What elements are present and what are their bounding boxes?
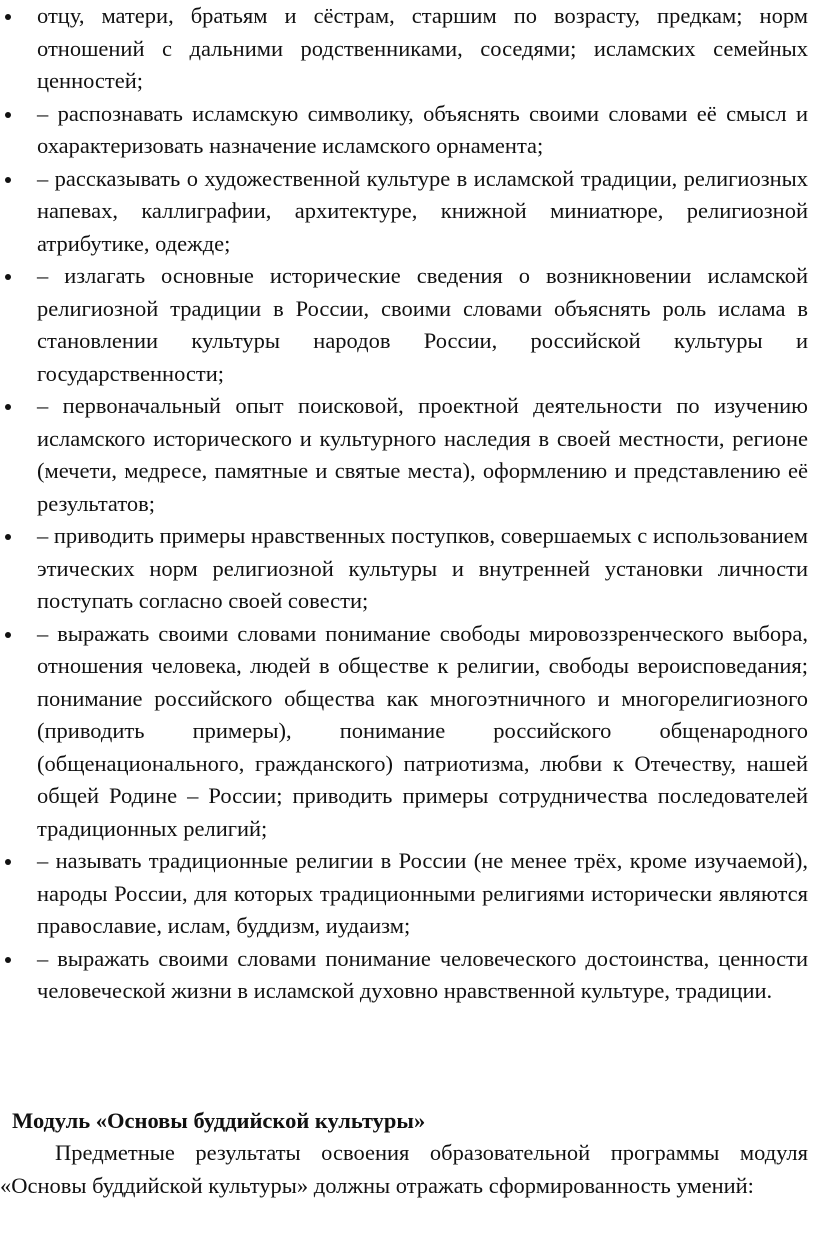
list-item (0, 0, 816, 98)
list-item (0, 260, 816, 390)
module-paragraph: Предметные результаты освоения образовательной программы модуля «Основы буддийской культуры» должны отражать сформированность умений: (0, 1140, 808, 1198)
list-item-text: – излагать основные исторические сведения о возникновении исламской религиозной традиции в России, своими словами объяснять роль ислама в становлении культуры народов России, российской культуры и государственности; (37, 263, 808, 386)
module-heading: Модуль «Основы буддийской культуры» (12, 1108, 426, 1133)
list-item-text: – первоначальный опыт поисковой, проектной деятельности по изучению исламского исторического и культурного наследия в своей местности, регионе (мечети, медресе, памятные и святые места), оформлению и представлению её результатов; (37, 393, 808, 516)
bullet-icon (5, 632, 11, 638)
list-item-text: – выражать своими словами понимание человеческого достоинства, ценности человеческой жизни в исламской духовно нравственной культуре, традиции. (37, 945, 808, 1003)
list-item (0, 845, 816, 943)
list-item-text: – называть традиционные религии в России (не менее трёх, кроме изучаемой), народы России, для которых традиционными религиями исторически являются православие, ислам, буддизм, иудаизм; (37, 848, 808, 938)
bullet-icon (5, 957, 11, 963)
bullet-icon (5, 274, 11, 280)
bullet-icon (5, 404, 11, 410)
list-item-text: – выражать своими словами понимание свободы мировоззренческого выбора, отношения человека, людей в обществе к религии, свободы вероисповедания; понимание российского общества как многоэтничного и многорелигиозного (приводить примеры), понимание российского общенародного (общенационального, гражданского) патриотизма, любви к Отечеству, нашей общей Родине – России; приводить примеры сотрудничества последователей традиционных религий; (37, 620, 808, 841)
bullet-icon (5, 859, 11, 865)
list-item (0, 520, 816, 618)
bullet-icon (5, 14, 11, 20)
list-item (0, 98, 816, 163)
list-item (0, 943, 816, 1008)
list-item-text: – распознавать исламскую символику, объяснять своими словами её смысл и охарактеризовать назначение исламского орнамента; (37, 100, 808, 158)
list-item-text: – приводить примеры нравственных поступков, совершаемых с использованием этических норм религиозной культуры и внутренней установки личности поступать согласно своей совести; (37, 523, 808, 613)
list-item-text: – рассказывать о художественной культуре в исламской традиции, религиозных напевах, каллиграфии, архитектуре, книжной миниатюре, религиозной атрибутике, одежде; (37, 165, 808, 256)
bullet-icon (5, 112, 11, 118)
list-item (0, 618, 816, 846)
list-item (0, 163, 816, 261)
bullet-icon (5, 534, 11, 540)
bullet-icon (5, 177, 11, 183)
list-item-text: отцу, матери, братьям и сёстрам, старшим по возрасту, предкам; норм отношений с дальними родственниками, соседями; исламских семейных ценностей; (37, 3, 808, 93)
list-item (0, 390, 816, 520)
